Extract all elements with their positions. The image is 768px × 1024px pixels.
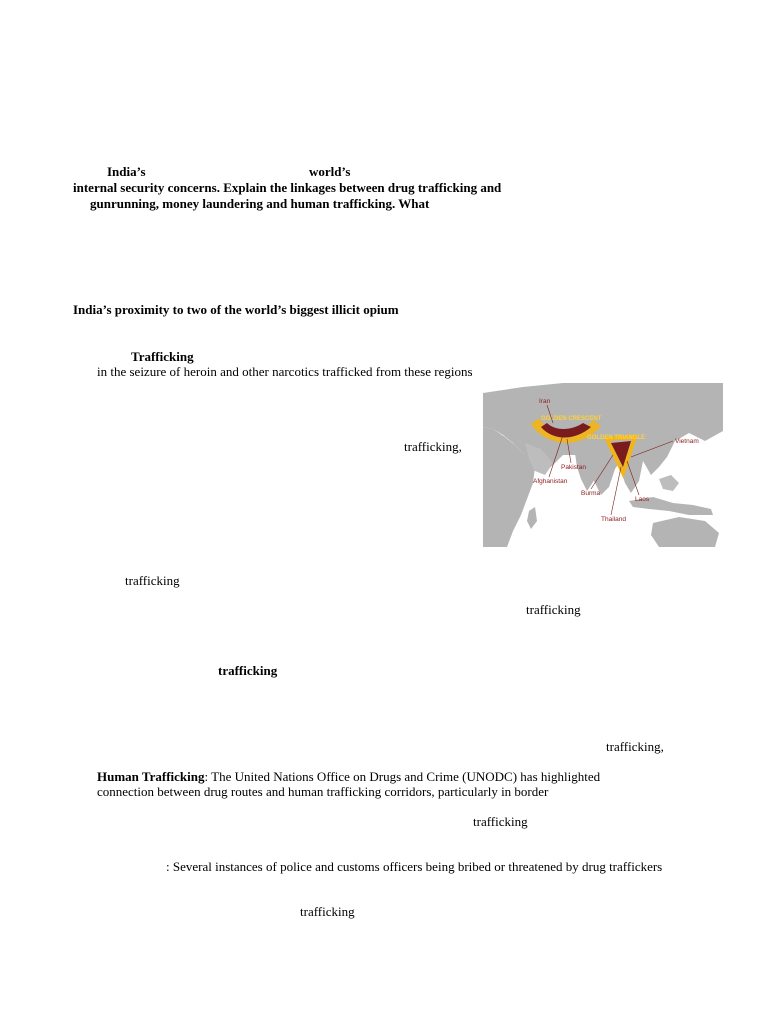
question-line1-part2: world’s <box>309 164 351 179</box>
human-trafficking-line2: connection between drug routes and human trafficking corridors, particularly in border <box>97 784 549 799</box>
svg-text:Thailand: Thailand <box>601 516 626 523</box>
word-trafficking-4: trafficking, <box>606 739 664 754</box>
word-trafficking-2: trafficking <box>125 573 180 588</box>
word-trafficking-1: trafficking, <box>404 439 462 454</box>
svg-text:GOLDEN TRIANGLE: GOLDEN TRIANGLE <box>587 435 645 441</box>
question-line1-part1: India’s <box>107 164 146 179</box>
word-trafficking-bold: trafficking <box>218 663 278 678</box>
seizure-line: in the seizure of heroin and other narcotics trafficked from these regions <box>97 364 473 379</box>
heading-trafficking: Trafficking <box>131 349 194 364</box>
answer-intro: India’s proximity to two of the world’s biggest illicit opium <box>73 302 399 317</box>
svg-text:Pakistan: Pakistan <box>561 464 586 471</box>
question-line2: internal security concerns. Explain the linkages between drug trafficking and <box>73 180 502 195</box>
word-trafficking-6: trafficking <box>300 904 355 919</box>
corruption-line: : Several instances of police and customs officers being bribed or threatened by drug traffickers <box>166 859 663 874</box>
word-trafficking-3: trafficking <box>526 602 581 617</box>
svg-text:Afghanistan: Afghanistan <box>533 478 568 485</box>
svg-text:GOLDEN CRESCENT: GOLDEN CRESCENT <box>541 416 602 422</box>
word-trafficking-5: trafficking <box>473 814 528 829</box>
svg-text:Vietnam: Vietnam <box>675 438 699 445</box>
human-trafficking-line1 <box>97 769 671 784</box>
svg-text:Laos: Laos <box>635 496 650 503</box>
human-trafficking-label: Human Trafficking <box>97 769 205 784</box>
svg-text:Burma: Burma <box>581 490 601 497</box>
human-trafficking-text: : The United Nations Office on Drugs and Crime (UNODC) has highlighted <box>204 769 601 784</box>
svg-text:Iran: Iran <box>539 398 551 405</box>
opium-regions-map <box>483 383 723 547</box>
question-line3: gunrunning, money laundering and human trafficking. What <box>90 196 430 211</box>
